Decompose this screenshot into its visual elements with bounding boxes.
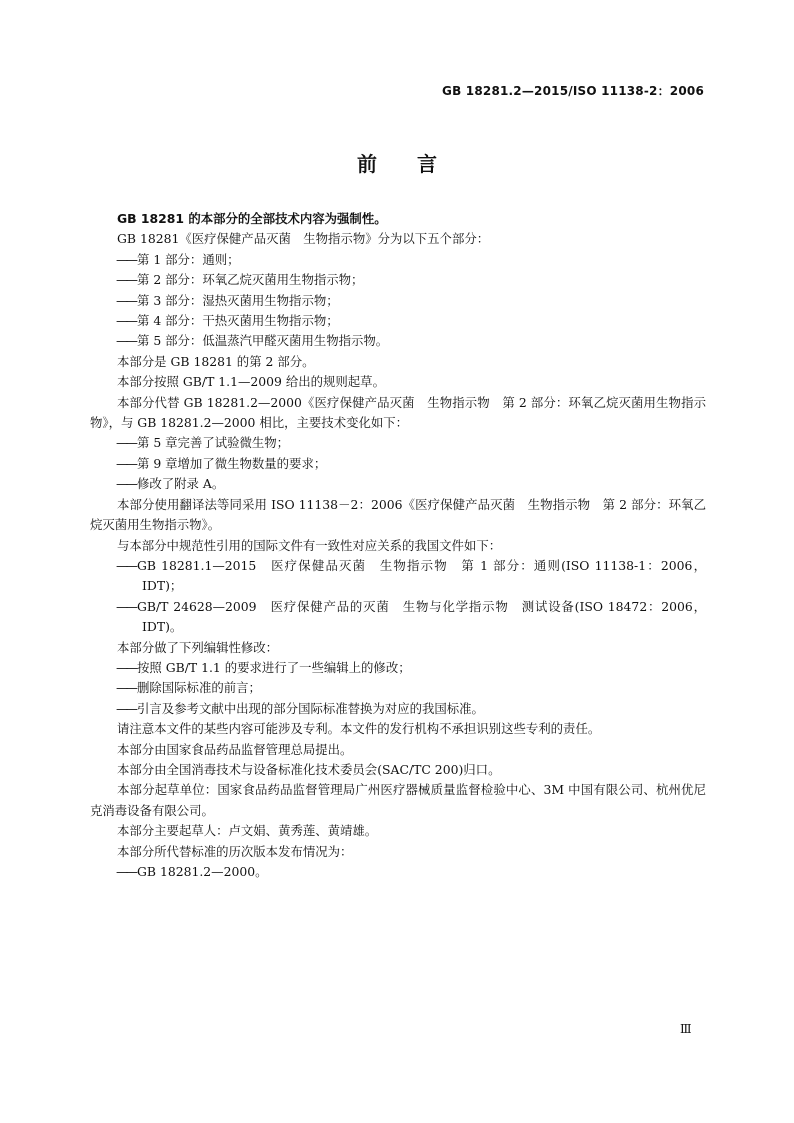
page-number: Ⅲ xyxy=(680,1022,692,1036)
list-item: —— 第 4 部分：干热灭菌用生物指示物； xyxy=(90,311,706,331)
paragraph: 与本部分中规范性引用的国际文件有一致性对应关系的我国文件如下： xyxy=(117,537,502,553)
list-item: —— 第 9 章增加了微生物数量的要求； xyxy=(90,454,706,474)
list-item: —— 第 2 部分：环氧乙烷灭菌用生物指示物； xyxy=(90,270,706,290)
paragraph: GB 18281《医疗保健产品灭菌 生物指示物》分为以下五个部分： xyxy=(117,231,490,247)
paragraph: 本部分所代替标准的历次版本发布情况为： xyxy=(117,843,353,859)
list-item: —— 第 1 部分：通则； xyxy=(90,250,706,270)
list-item: —— 第 5 部分：低温蒸汽甲醛灭菌用生物指示物。 xyxy=(90,331,706,351)
list-item: —— 引言及参考文献中出现的部分国际标准替换为对应的我国标准。 xyxy=(90,699,706,719)
paragraph: 请注意本文件的某些内容可能涉及专利。本文件的发行机构不承担识别这些专利的责任。 xyxy=(117,721,601,737)
list-item: —— 按照 GB/T 1.1 的要求进行了一些编辑上的修改； xyxy=(90,658,706,678)
paragraph: 本部分代替 GB 18281.2—2000《医疗保健产品灭菌 生物指示物 第 2 部分：环氧乙烷灭菌用生物指示物》，与 GB 18281.2—2000 相比，主要技术变化如下： xyxy=(90,394,706,431)
paragraph: 本部分是 GB 18281 的第 2 部分。 xyxy=(117,353,315,369)
paragraph: 本部分主要起草人：卢文娟、黄秀莲、黄靖雄。 xyxy=(117,823,378,839)
paragraph: 本部分由全国消毒技术与设备标准化技术委员会(SAC/TC 200)归口。 xyxy=(117,761,501,777)
paragraph: 本部分做了下列编辑性修改： xyxy=(117,639,279,655)
list-item: —— 修改了附录 A。 xyxy=(90,474,706,494)
paragraph: 本部分起草单位：国家食品药品监督管理局广州医疗器械质量监督检验中心、3M 中国有限公司、杭州优尼克消毒设备有限公司。 xyxy=(90,782,706,818)
page-title: 前言 xyxy=(357,152,477,176)
list-item: —— 第 3 部分：湿热灭菌用生物指示物； xyxy=(90,291,706,311)
paragraph: 本部分使用翻译法等同采用 ISO 11138－2：2006《医疗保健产品灭菌 生物指示物 第 2 部分：环氧乙烷灭菌用生物指示物》。 xyxy=(90,496,706,533)
paragraph: GB 18281 的本部分的全部技术内容为强制性。 xyxy=(117,211,387,226)
list-item: —— 删除国际标准的前言； xyxy=(90,678,706,698)
standard-code-header: GB 18281.2—2015/ISO 11138-2：2006 xyxy=(442,84,704,98)
list-item: —— GB/T 24628—2009 医疗保健产品的灭菌 生物与化学指示物 测试设备(ISO 18472：2006，IDT)。 xyxy=(90,597,706,638)
foreword-body xyxy=(90,209,706,882)
paragraph: 本部分按照 GB/T 1.1—2009 给出的规则起草。 xyxy=(117,374,385,390)
list-item: —— 第 5 章完善了试验微生物； xyxy=(90,433,706,453)
list-item: —— GB 18281.1—2015 医疗保健品灭菌 生物指示物 第 1 部分：通则(ISO 11138-1：2006，IDT)； xyxy=(90,556,706,597)
paragraph: 本部分由国家食品药品监督管理总局提出。 xyxy=(117,741,353,757)
list-item: —— GB 18281.2—2000。 xyxy=(90,862,706,882)
